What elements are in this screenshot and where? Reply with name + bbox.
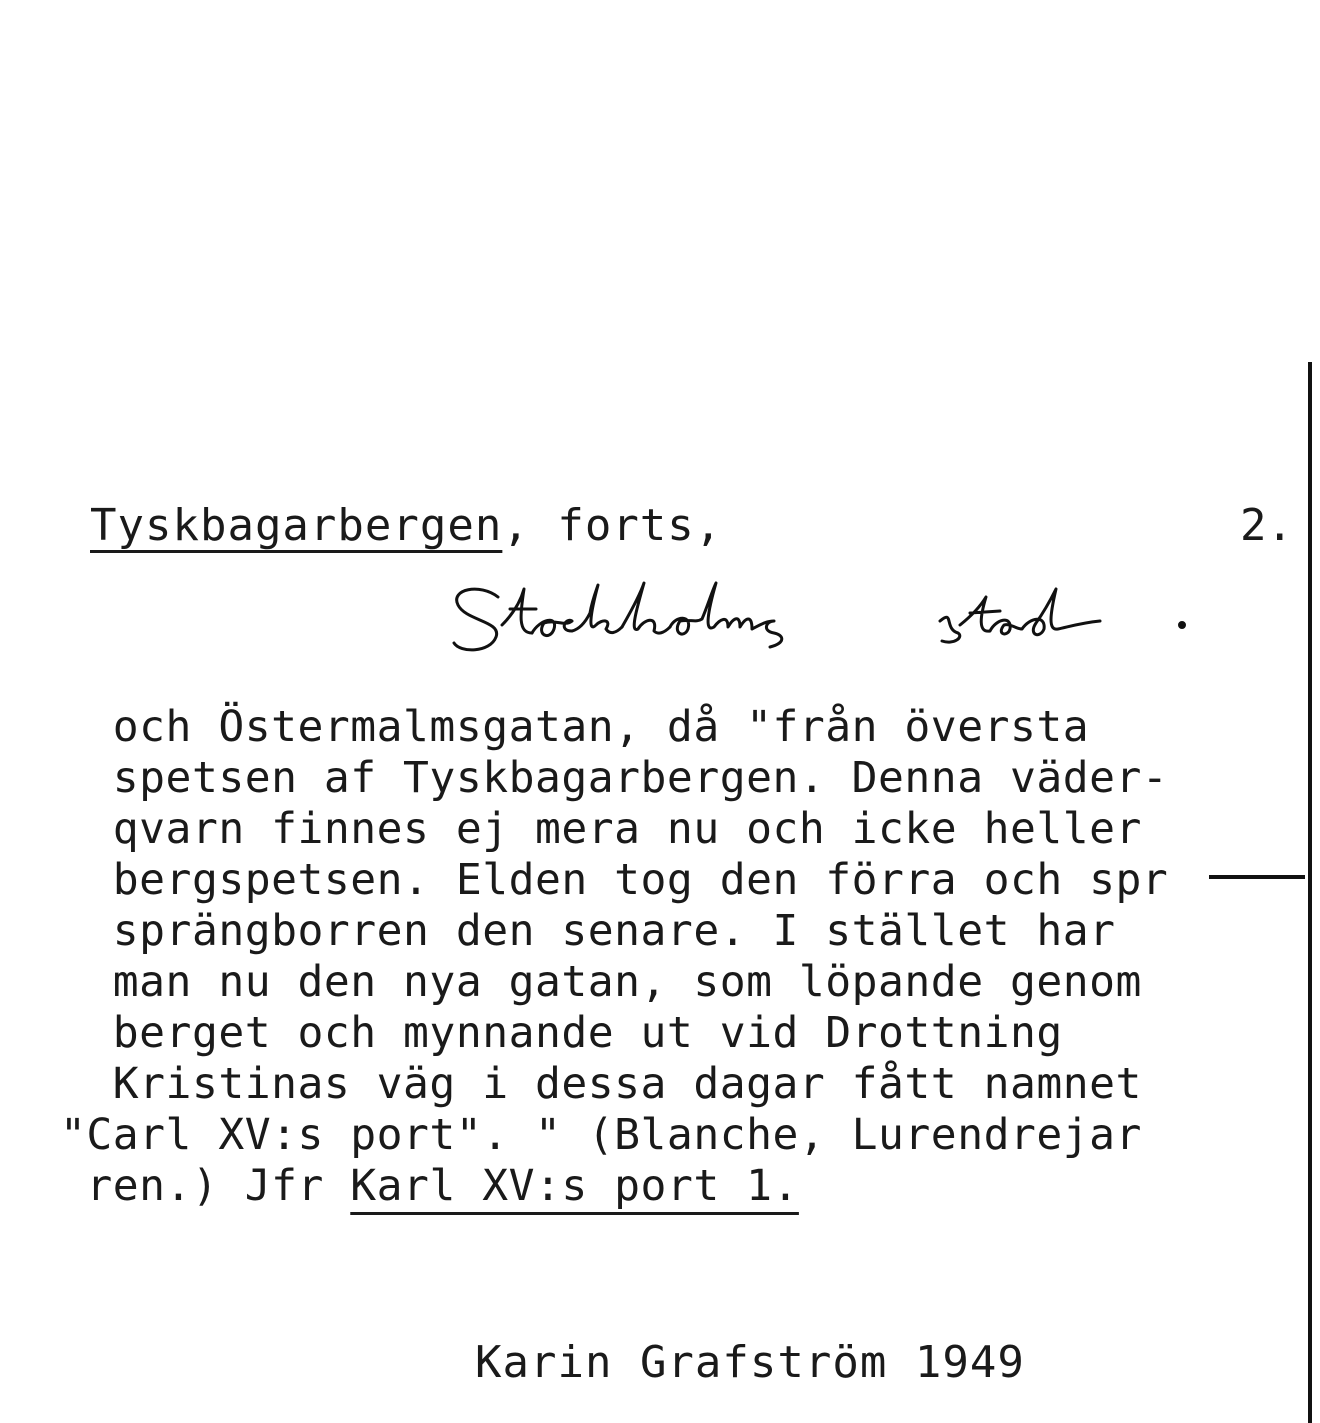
body-line: spetsen af Tyskbagarbergen. Denna väder- (60, 753, 1169, 803)
body-line: "Carl XV:s port". " (Blanche, Lurendrejar (60, 1110, 1142, 1160)
card-edge (1308, 362, 1312, 1423)
body-line: bergspetsen. Elden tog den förra och spr (60, 855, 1169, 905)
heading-suffix: , forts, (502, 500, 723, 551)
body-line-last (60, 1161, 1305, 1212)
signature: Karin Grafström 1949 (475, 1337, 1025, 1388)
body-line: man nu den nya gatan, som löpande genom (60, 957, 1142, 1007)
body-line: sprängborren den senare. I stället har (60, 906, 1116, 956)
body-line-text: ren.) Jfr (60, 1161, 351, 1211)
handwritten-note (440, 575, 1200, 670)
cross-reference: Karl XV:s port 1. (350, 1161, 799, 1211)
handwritten-note-drawing (440, 575, 1200, 670)
card-body (60, 702, 1305, 1212)
body-line: berget och mynnande ut vid Drottning (60, 1008, 1063, 1058)
heading-keyword: Tyskbagarbergen (90, 500, 503, 551)
card-heading (90, 500, 722, 551)
body-line: Kristinas väg i dessa dagar fått namnet (60, 1059, 1142, 1109)
strikethrough-mark (1207, 866, 1307, 888)
body-line: qvarn finnes ej mera nu och icke heller (60, 804, 1142, 854)
body-line: och Östermalmsgatan, då "från översta (60, 702, 1090, 752)
page-number: 2. (1240, 500, 1293, 551)
